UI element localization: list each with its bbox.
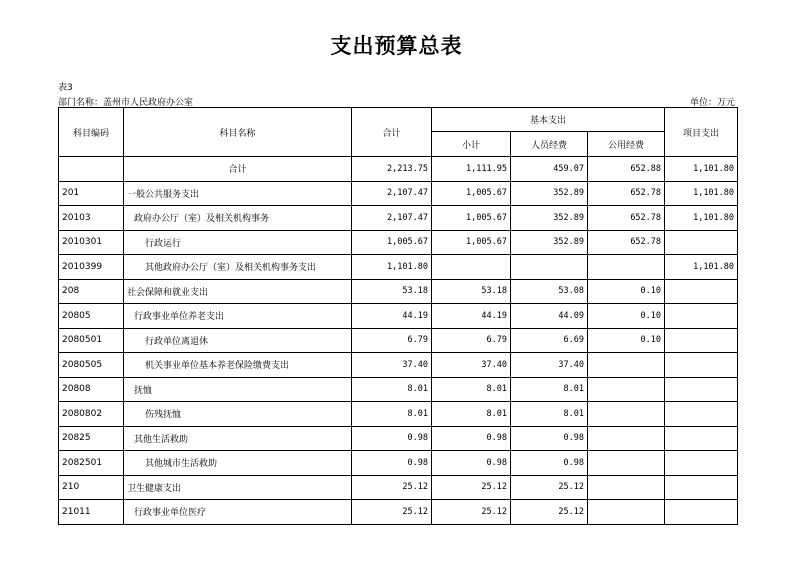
subtotal-cell: 37.40 xyxy=(432,353,511,378)
name-cell: 伤残抚恤 xyxy=(124,402,352,427)
project-cell xyxy=(665,353,738,378)
table-row xyxy=(59,353,738,378)
table-row xyxy=(59,304,738,329)
code-cell: 20808 xyxy=(59,377,124,402)
code-cell: 20103 xyxy=(59,206,124,231)
personnel-cell: 459.07 xyxy=(511,157,588,182)
name-cell: 其他政府办公厅（室）及相关机构事务支出 xyxy=(124,255,352,280)
header-public: 公用经费 xyxy=(588,132,665,157)
personnel-cell: 0.98 xyxy=(511,451,588,476)
unit-label: 单位：万元 xyxy=(689,98,735,108)
code-cell xyxy=(59,157,124,182)
total-cell: 25.12 xyxy=(352,475,432,500)
name-cell: 社会保障和就业支出 xyxy=(124,279,352,304)
project-cell: 1,101.80 xyxy=(665,157,738,182)
name-cell: 其他生活救助 xyxy=(124,426,352,451)
header-basic: 基本支出 xyxy=(432,108,665,132)
personnel-cell: 53.08 xyxy=(511,279,588,304)
public-cell xyxy=(588,402,665,427)
code-cell: 20805 xyxy=(59,304,124,329)
page-title: 支出预算总表 xyxy=(330,34,463,58)
public-cell xyxy=(588,475,665,500)
name-cell: 其他城市生活救助 xyxy=(124,451,352,476)
code-cell: 2082501 xyxy=(59,451,124,476)
project-cell xyxy=(665,279,738,304)
code-cell: 2010399 xyxy=(59,255,124,280)
personnel-cell: 352.89 xyxy=(511,206,588,231)
code-cell: 2080505 xyxy=(59,353,124,378)
public-cell: 0.10 xyxy=(588,279,665,304)
table-number: 表3 xyxy=(58,83,73,93)
public-cell xyxy=(588,353,665,378)
subtotal-cell: 44.19 xyxy=(432,304,511,329)
public-cell xyxy=(588,500,665,525)
name-cell: 行政单位离退休 xyxy=(124,328,352,353)
total-cell: 2,213.75 xyxy=(352,157,432,182)
code-cell: 201 xyxy=(59,181,124,206)
public-cell: 652.78 xyxy=(588,230,665,255)
subtotal-cell: 6.79 xyxy=(432,328,511,353)
code-cell: 208 xyxy=(59,279,124,304)
table-row xyxy=(59,157,738,182)
code-cell: 21011 xyxy=(59,500,124,525)
project-cell xyxy=(665,230,738,255)
subtotal-cell: 1,005.67 xyxy=(432,206,511,231)
personnel-cell: 352.89 xyxy=(511,230,588,255)
project-cell xyxy=(665,304,738,329)
personnel-cell: 8.01 xyxy=(511,377,588,402)
project-cell xyxy=(665,377,738,402)
subtotal-cell: 25.12 xyxy=(432,475,511,500)
table-row xyxy=(59,426,738,451)
total-cell: 44.19 xyxy=(352,304,432,329)
project-cell xyxy=(665,328,738,353)
personnel-cell: 8.01 xyxy=(511,402,588,427)
name-cell: 卫生健康支出 xyxy=(124,475,352,500)
total-cell: 0.98 xyxy=(352,451,432,476)
name-cell: 行政事业单位医疗 xyxy=(124,500,352,525)
subtotal-cell xyxy=(432,255,511,280)
header-personnel: 人员经费 xyxy=(511,132,588,157)
public-cell: 652.78 xyxy=(588,181,665,206)
table-row xyxy=(59,206,738,231)
project-cell xyxy=(665,426,738,451)
table-row xyxy=(59,181,738,206)
subtotal-cell: 25.12 xyxy=(432,500,511,525)
code-cell: 2080501 xyxy=(59,328,124,353)
table-row xyxy=(59,279,738,304)
table-row xyxy=(59,475,738,500)
project-cell: 1,101.80 xyxy=(665,206,738,231)
header-total: 合计 xyxy=(352,108,432,157)
project-cell xyxy=(665,402,738,427)
total-cell: 1,005.67 xyxy=(352,230,432,255)
total-cell: 1,101.80 xyxy=(352,255,432,280)
header-project: 项目支出 xyxy=(665,108,738,157)
subtotal-cell: 0.98 xyxy=(432,426,511,451)
name-cell: 政府办公厅（室）及相关机构事务 xyxy=(124,206,352,231)
subtotal-cell: 1,005.67 xyxy=(432,230,511,255)
subtotal-cell: 1,005.67 xyxy=(432,181,511,206)
project-cell xyxy=(665,451,738,476)
public-cell: 0.10 xyxy=(588,328,665,353)
public-cell xyxy=(588,255,665,280)
subtotal-cell: 0.98 xyxy=(432,451,511,476)
code-cell: 2080802 xyxy=(59,402,124,427)
public-cell: 652.88 xyxy=(588,157,665,182)
subtotal-cell: 1,111.95 xyxy=(432,157,511,182)
public-cell xyxy=(588,426,665,451)
project-cell xyxy=(665,475,738,500)
name-cell: 行政运行 xyxy=(124,230,352,255)
total-cell: 6.79 xyxy=(352,328,432,353)
public-cell: 0.10 xyxy=(588,304,665,329)
header-code: 科目编码 xyxy=(59,108,124,157)
personnel-cell: 25.12 xyxy=(511,475,588,500)
name-cell: 机关事业单位基本养老保险缴费支出 xyxy=(124,353,352,378)
public-cell xyxy=(588,451,665,476)
budget-table xyxy=(58,107,738,525)
table-row xyxy=(59,402,738,427)
public-cell: 652.78 xyxy=(588,206,665,231)
name-cell: 抚恤 xyxy=(124,377,352,402)
table-row xyxy=(59,451,738,476)
total-cell: 8.01 xyxy=(352,402,432,427)
table-row xyxy=(59,377,738,402)
total-cell: 2,107.47 xyxy=(352,181,432,206)
total-cell: 0.98 xyxy=(352,426,432,451)
name-cell: 合计 xyxy=(124,157,352,182)
code-cell: 20825 xyxy=(59,426,124,451)
table-row xyxy=(59,230,738,255)
header-subtotal: 小计 xyxy=(432,132,511,157)
project-cell: 1,101.80 xyxy=(665,181,738,206)
personnel-cell xyxy=(511,255,588,280)
table-row xyxy=(59,255,738,280)
total-cell: 53.18 xyxy=(352,279,432,304)
personnel-cell: 0.98 xyxy=(511,426,588,451)
header-name: 科目名称 xyxy=(124,108,352,157)
total-cell: 2,107.47 xyxy=(352,206,432,231)
project-cell: 1,101.80 xyxy=(665,255,738,280)
code-cell: 210 xyxy=(59,475,124,500)
total-cell: 25.12 xyxy=(352,500,432,525)
personnel-cell: 25.12 xyxy=(511,500,588,525)
subtotal-cell: 8.01 xyxy=(432,402,511,427)
department-name: 部门名称：盖州市人民政府办公室 xyxy=(58,98,194,108)
table-row xyxy=(59,328,738,353)
name-cell: 行政事业单位养老支出 xyxy=(124,304,352,329)
total-cell: 37.40 xyxy=(352,353,432,378)
table-row xyxy=(59,500,738,525)
name-cell: 一般公共服务支出 xyxy=(124,181,352,206)
code-cell: 2010301 xyxy=(59,230,124,255)
personnel-cell: 37.40 xyxy=(511,353,588,378)
personnel-cell: 352.89 xyxy=(511,181,588,206)
public-cell xyxy=(588,377,665,402)
personnel-cell: 44.09 xyxy=(511,304,588,329)
subtotal-cell: 8.01 xyxy=(432,377,511,402)
total-cell: 8.01 xyxy=(352,377,432,402)
subtotal-cell: 53.18 xyxy=(432,279,511,304)
project-cell xyxy=(665,500,738,525)
personnel-cell: 6.69 xyxy=(511,328,588,353)
